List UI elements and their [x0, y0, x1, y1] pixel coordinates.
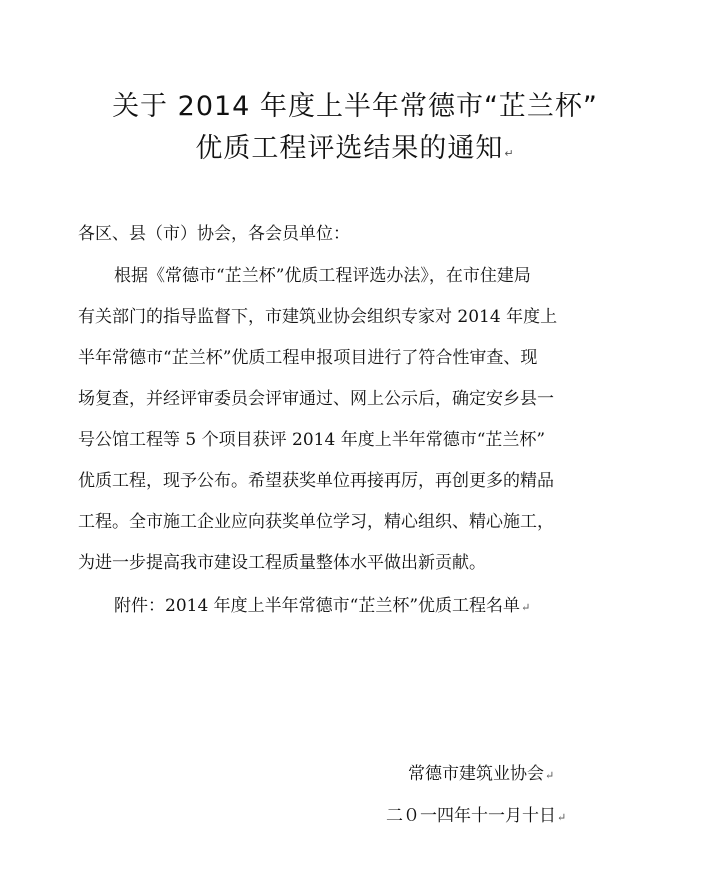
body-line-1: 根据《常德市“芷兰杯”优质工程评选办法》，在市住建局	[114, 266, 531, 286]
body-line-5: 号公馆工程等 5 个项目获评 2014 年度上半年常德市“芷兰杯”	[78, 430, 546, 450]
signature-organization	[408, 762, 554, 788]
body-line-3: 半年常德市“芷兰杯”优质工程申报项目进行了符合性审查、现	[78, 348, 538, 368]
body-line-7: 工程。全市施工企业应向获奖单位学习，精心组织、精心施工，	[78, 512, 554, 532]
body-line-2: 有关部门的指导监督下，市建筑业协会组织专家对 2014 年度上	[78, 307, 558, 327]
salutation: 各区、县（市）协会，各会员单位：	[78, 224, 350, 244]
body-line-8: 为进一步提高我市建设工程质量整体水平做出新贡献。	[78, 553, 486, 573]
title-line-1-text: 关于 2014 年度上半年常德市“芷兰杯”	[112, 91, 598, 122]
paragraph-mark-icon: ↵	[521, 601, 531, 614]
title-line-2	[0, 132, 710, 171]
signature-organization-text: 常德市建筑业协会	[408, 764, 544, 784]
paragraph-mark-icon: ↵	[557, 811, 567, 824]
body-line-6: 优质工程，现予公布。希望获奖单位再接再厉，再创更多的精品	[78, 471, 554, 491]
signature-date	[386, 804, 566, 830]
signature-date-text: 二０一四年十一月十日	[386, 806, 556, 826]
title-line-1	[0, 90, 710, 124]
attachment-text: 附件：2014 年度上半年常德市“芷兰杯”优质工程名单	[114, 596, 521, 616]
attachment-line	[114, 594, 530, 620]
title-line-2-text: 优质工程评选结果的通知	[195, 133, 504, 164]
body-line-4: 场复查，并经评审委员会评审通过、网上公示后，确定安乡县一	[78, 389, 554, 409]
paragraph-mark-icon: ↵	[504, 147, 515, 160]
paragraph-mark-icon: ↵	[545, 769, 555, 782]
